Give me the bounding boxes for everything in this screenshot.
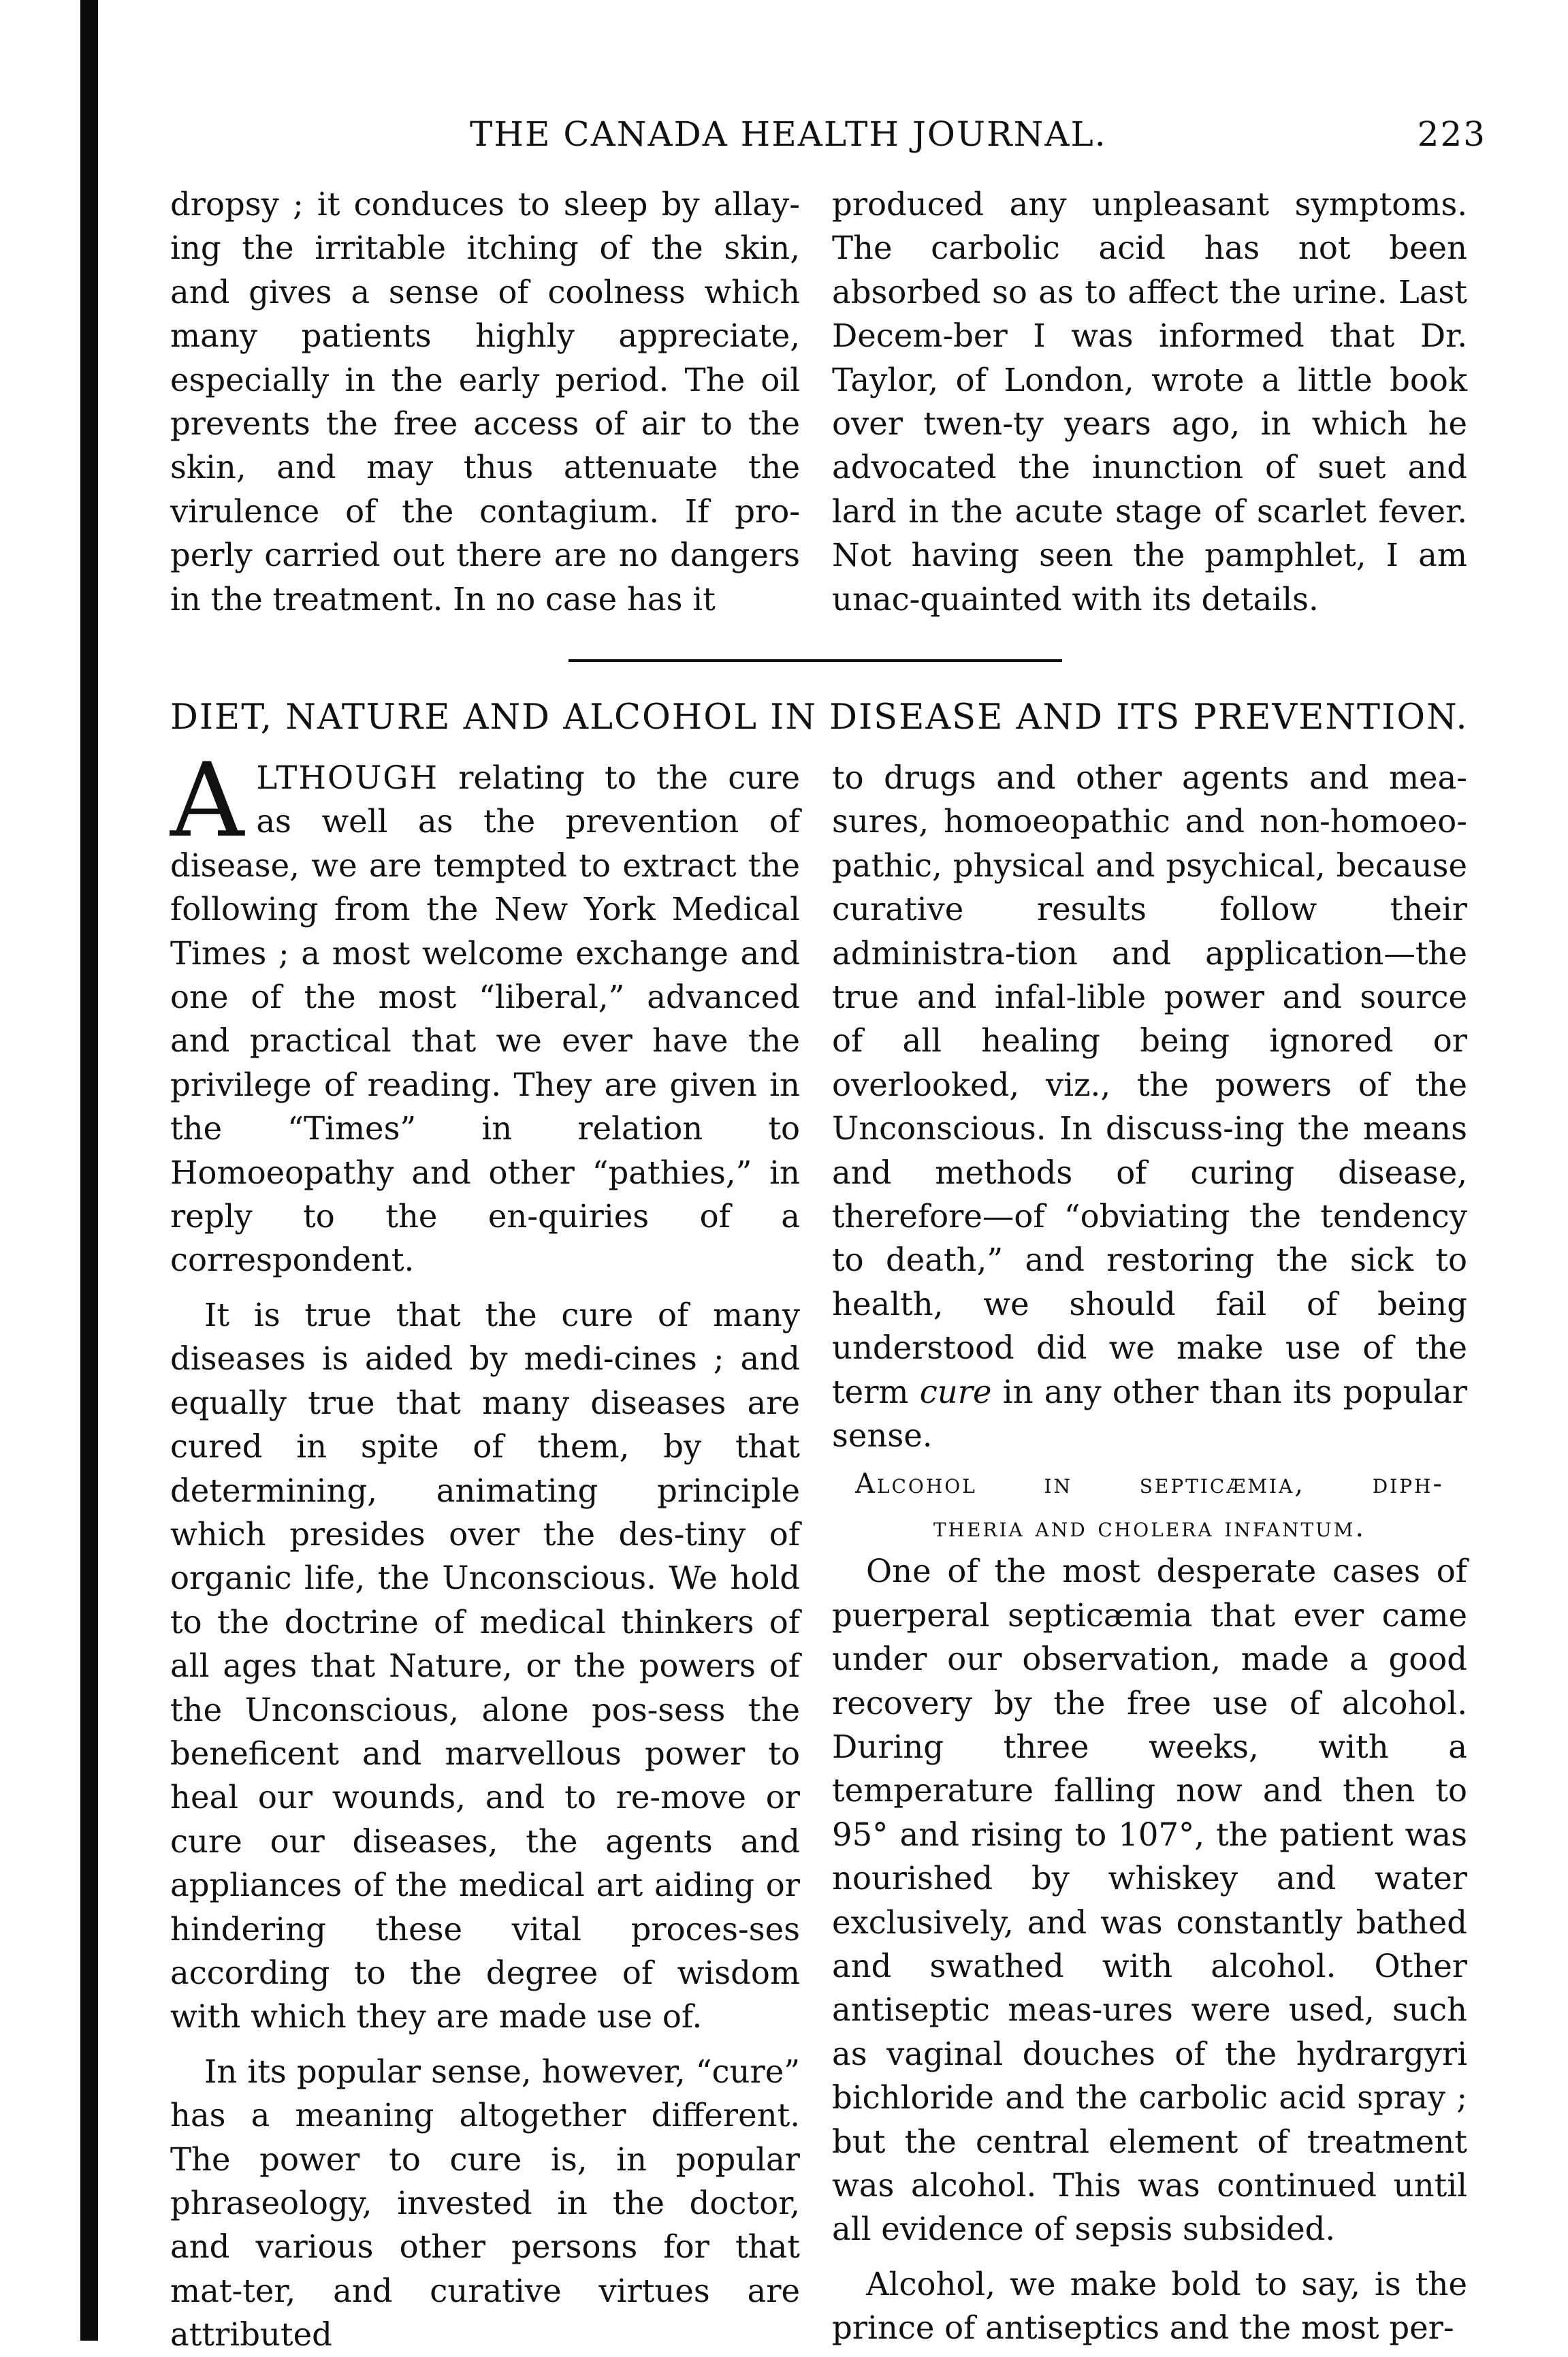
- drugs-text: to drugs and other agents and mea-sures, homoeopathic and non-homoeo-pathic, physical and psychical, because curative results follow their administra-tion and application—the true and infal-lible power and source of all healing being ignored or overlooked, viz., the powers of the Unconscious. In discuss-ing the means and methods of curing disease, therefore—of “obviating the tendency to death,” and restoring the sick to health, we should fail of being understood did we make use of the term: [832, 759, 1467, 1410]
- running-head: [204, 114, 1486, 169]
- intro-caps: LTHOUGH: [256, 759, 438, 796]
- paragraph-alcohol-antiseptic: Alcohol, we make bold to say, is the prince of antiseptics and the most per-: [832, 2265, 1467, 2347]
- article-title: DIET, NATURE AND ALCOHOL IN DISEASE AND ITS PREVENTION.: [170, 697, 1469, 738]
- drop-cap: A: [170, 742, 244, 860]
- continuation-left-text: dropsy ; it conduces to sleep by allay-ing the irritable itching of the skin, and gives a sense of coolness which many patients highly appreciate, especially in the early period. The oil prevents the free access of air to the skin, and may thus attenuate the virulence of the contagium. If pro-perly carried out there are no dangers in the treatment. In no case has it: [170, 186, 800, 618]
- section-subheading: [832, 1462, 1467, 1550]
- drugs-text-end: in any other than its popular sense.: [832, 1373, 1467, 1455]
- continuation-right-text: produced any unpleasant symptoms. The carbolic acid has not been absorbed so as to affect the urine. Last Decem-ber I was informed that Dr. Taylor, of London, wrote a little book over twen-ty years ago, in which he advocated the inunction of suet and lard in the acute stage of scarlet fever. Not having seen the pamphlet, I am unac-quainted with its details.: [832, 186, 1467, 618]
- continuation-left-column: [170, 183, 800, 621]
- paragraph-nature: It is true that the cure of many diseases is aided by medi-cines ; and equally true that many diseases are cured in spite of them, by that determining, animating principle which presides over the des-tiny of organic life, the Unconscious. We hold to the doctrine of medical thinkers of all ages that Nature, or the powers of the Unconscious, alone pos-sess the beneficent and marvellous power to heal our wounds, and to re-move or cure our diseases, the agents and appliances of the medical art aiding or hindering these vital proces-ses according to the degree of wisdom with which they are made use of.: [170, 1296, 800, 2036]
- italic-cure: cure: [919, 1373, 992, 1410]
- paragraph-intro: [170, 742, 800, 1282]
- page-binding-edge: [80, 0, 98, 2341]
- paragraph-drugs: [832, 756, 1467, 1458]
- section-divider: [569, 659, 1062, 662]
- paragraph-septicaemia-case: One of the most desperate cases of puerperal septicæmia that ever came under our observation, made a good recovery by the free use of alcohol. During three weeks, with a temperature falling now and then to 95° and rising to 107°, the patient was nourished by whiskey and water exclusively, and was constantly bathed and swathed with alcohol. Other antiseptic meas-ures were used, such as vaginal douches of the hydrargyri bichloride and the carbolic acid spray ; but the central element of treatment was alcohol. This was continued until all evidence of sepsis subsided.: [832, 1553, 1467, 2248]
- continuation-right-column: [832, 183, 1467, 621]
- journal-title: THE CANADA HEALTH JOURNAL.: [470, 114, 1107, 154]
- page-number: 223: [1417, 114, 1486, 154]
- subheading-line-1: Alcohol in septicæmia, diph-: [855, 1468, 1444, 1500]
- intro-text: relating to the cure as well as the prevention of disease, we are tempted to extract the following from the New York Medical Times ; a most welcome exchange and one of the most “liberal,” advanced and practical that we ever have the privilege of reading. They are given in the “Times” in relation to Homoeopathy and other “pathies,” in reply to the en-quiries of a correspondent.: [170, 759, 800, 1279]
- subheading-line-2: theria and cholera infantum.: [933, 1511, 1366, 1543]
- article-left-column: [170, 742, 800, 2357]
- paragraph-popular-sense: In its popular sense, however, “cure” has a meaning altogether different. The power to cure is, in popular phraseology, invested in the doctor, and various other persons for that mat-ter, and curative virtues are attributed: [170, 2053, 800, 2354]
- article-right-column: [832, 756, 1467, 2350]
